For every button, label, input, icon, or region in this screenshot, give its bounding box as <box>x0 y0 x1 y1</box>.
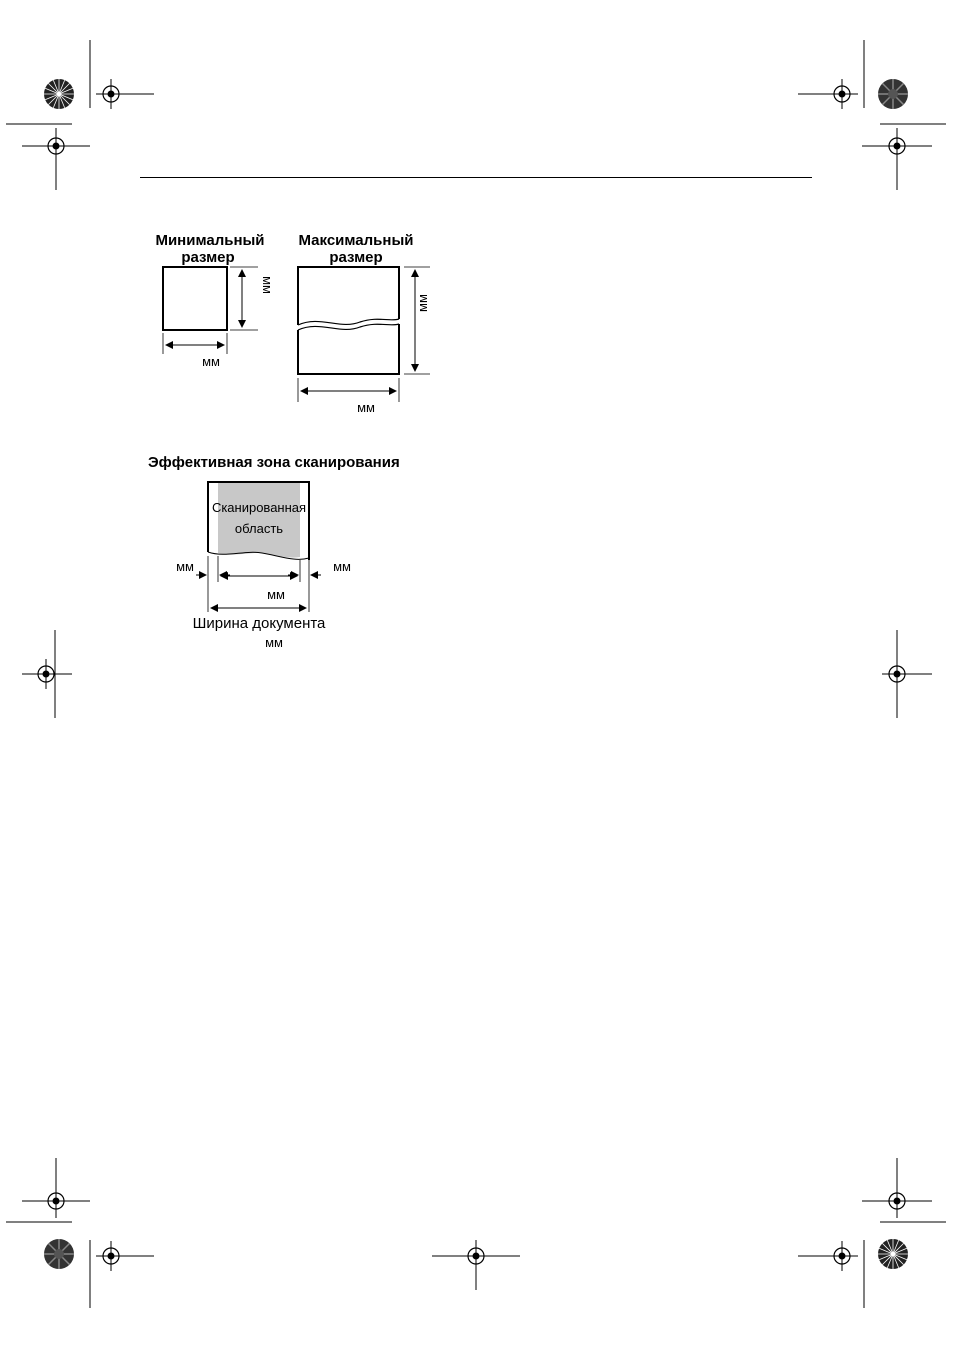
right-margin-unit: мм <box>333 559 351 574</box>
min-width-unit: мм <box>202 354 220 369</box>
color-wheel-icon <box>878 1239 908 1269</box>
color-wheel-icon <box>44 1239 74 1269</box>
max-width-unit: мм <box>357 400 375 415</box>
crop-mark-icon <box>6 40 90 124</box>
left-margin-unit: мм <box>176 559 194 574</box>
registration-marks <box>6 40 946 1308</box>
max-size-heading-line1: Максимальный <box>298 232 414 249</box>
max-document-outline-top <box>298 267 399 325</box>
scanned-region <box>218 482 300 558</box>
min-document-outline <box>163 267 227 330</box>
max-height-unit: мм <box>415 294 430 312</box>
scan-width-unit: мм <box>267 587 285 602</box>
document-width-unit: мм <box>265 635 283 650</box>
min-size-heading-line1: Минимальный <box>155 232 265 249</box>
document-width-label: Ширина документа <box>192 615 326 632</box>
min-size-heading-line2: размер <box>181 249 235 266</box>
color-wheel-icon <box>878 79 908 109</box>
min-height-unit: мм <box>260 276 275 294</box>
min-size-diagram <box>155 232 275 369</box>
max-size-heading-line2: размер <box>329 249 383 266</box>
scan-area-diagram <box>148 454 400 650</box>
max-size-diagram <box>298 232 430 415</box>
crop-mark-icon <box>864 40 946 124</box>
color-wheel-icon <box>44 79 74 109</box>
scan-area-heading: Эффективная зона сканирования <box>148 454 400 471</box>
max-document-outline-bottom <box>298 324 399 374</box>
scanned-label-line2: область <box>234 521 284 536</box>
scanned-label-line1: Сканированная <box>211 500 307 515</box>
